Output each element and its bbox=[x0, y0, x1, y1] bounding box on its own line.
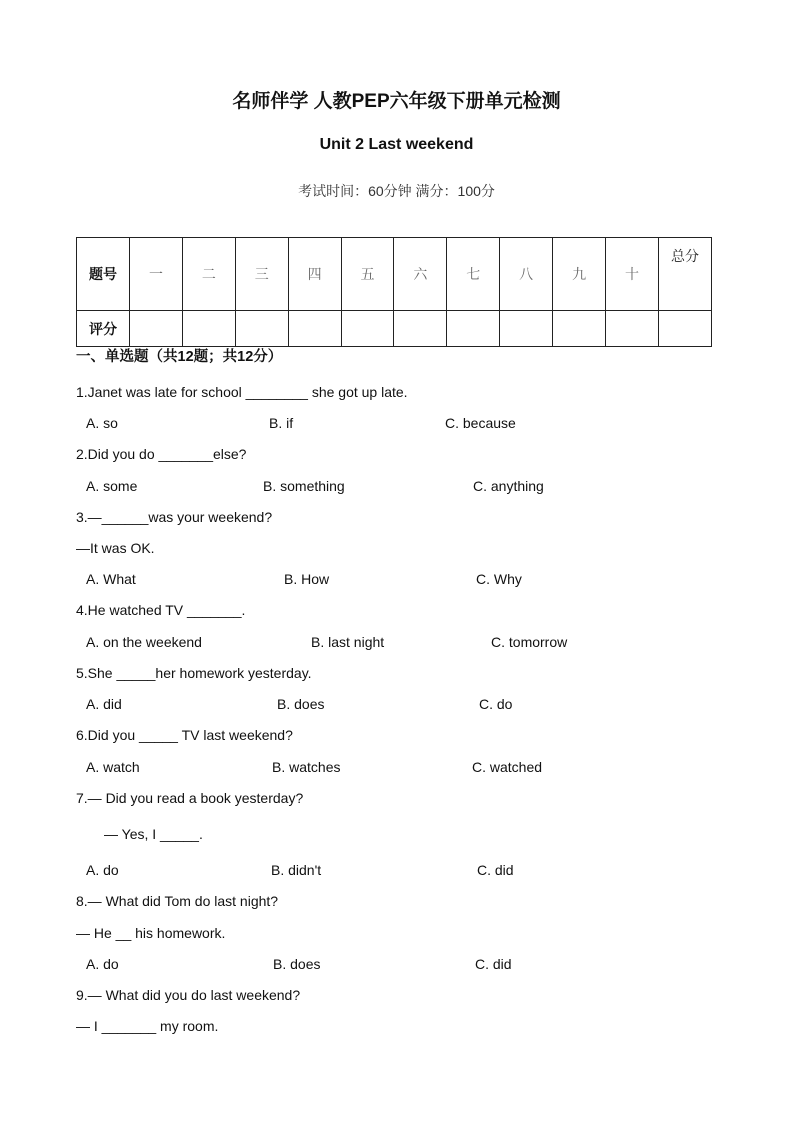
q6-option-a: A. watch bbox=[86, 759, 140, 775]
q4-option-b: B. last night bbox=[311, 634, 385, 650]
q3-option-a: A. What bbox=[86, 571, 136, 587]
exam-info: 考试时间：60分钟 满分：100分 bbox=[298, 183, 495, 199]
question-5: 5.She _____her homework yesterday. bbox=[76, 665, 312, 681]
section-number-5: 五 bbox=[341, 238, 394, 311]
question-8: 8.— What did Tom do last night? bbox=[76, 893, 279, 909]
section-heading: 一、单选题（共12题；共12分） bbox=[76, 349, 283, 365]
q4-option-a: A. on the weekend bbox=[86, 634, 202, 650]
question-7-answer-line: — Yes, I _____. bbox=[104, 826, 203, 842]
question-4: 4.He watched TV _______. bbox=[76, 602, 246, 618]
q8-option-c: C. did bbox=[475, 956, 512, 972]
section-number-10: 十 bbox=[606, 238, 659, 311]
score-table-header-row bbox=[77, 238, 712, 311]
page-title: 名师伴学 人教PEP六年级下册单元检测 bbox=[232, 91, 561, 112]
question-6: 6.Did you _____ TV last weekend? bbox=[76, 727, 293, 743]
section-number-8: 八 bbox=[500, 238, 553, 311]
question-1: 1.Janet was late for school ________ she got up late. bbox=[76, 384, 408, 400]
total-score-label: 总分 bbox=[659, 238, 712, 311]
score-cell bbox=[182, 311, 235, 347]
q2-option-b: B. something bbox=[263, 478, 345, 494]
question-7: 7.— Did you read a book yesterday? bbox=[76, 790, 304, 806]
question-2: 2.Did you do _______else? bbox=[76, 446, 247, 462]
score-cell bbox=[606, 311, 659, 347]
q1-option-c: C. because bbox=[445, 415, 516, 431]
section-number-7: 七 bbox=[447, 238, 500, 311]
score-label: 评分 bbox=[77, 311, 130, 347]
q3-option-c: C. Why bbox=[476, 571, 522, 587]
q4-option-c: C. tomorrow bbox=[491, 634, 568, 650]
score-cell bbox=[341, 311, 394, 347]
q5-option-a: A. did bbox=[86, 696, 122, 712]
question-number-label: 题号 bbox=[77, 238, 130, 311]
question-3-answer-line: —It was OK. bbox=[76, 540, 155, 556]
q1-option-a: A. so bbox=[86, 415, 118, 431]
q5-option-c: C. do bbox=[479, 696, 513, 712]
section-number-9: 九 bbox=[553, 238, 606, 311]
q8-option-a: A. do bbox=[86, 956, 119, 972]
score-cell bbox=[288, 311, 341, 347]
q2-option-a: A. some bbox=[86, 478, 138, 494]
question-9: 9.— What did you do last weekend? bbox=[76, 987, 301, 1003]
q7-option-c: C. did bbox=[477, 862, 514, 878]
q6-option-b: B. watches bbox=[272, 759, 341, 775]
section-number-4: 四 bbox=[288, 238, 341, 311]
score-cell bbox=[235, 311, 288, 347]
section-number-6: 六 bbox=[394, 238, 447, 311]
section-number-1: 一 bbox=[130, 238, 183, 311]
question-9-answer-line: — I _______ my room. bbox=[76, 1018, 219, 1034]
q3-option-b: B. How bbox=[284, 571, 330, 587]
score-table bbox=[76, 237, 712, 347]
score-cell bbox=[394, 311, 447, 347]
score-cell bbox=[130, 311, 183, 347]
section-number-2: 二 bbox=[182, 238, 235, 311]
score-cell bbox=[447, 311, 500, 347]
unit-subtitle: Unit 2 Last weekend bbox=[319, 136, 474, 153]
total-score-cell bbox=[659, 311, 712, 347]
q7-option-b: B. didn't bbox=[271, 862, 322, 878]
score-cell bbox=[553, 311, 606, 347]
question-3: 3.—______was your weekend? bbox=[76, 509, 273, 525]
section-number-3: 三 bbox=[235, 238, 288, 311]
q1-option-b: B. if bbox=[269, 415, 294, 431]
q6-option-c: C. watched bbox=[472, 759, 543, 775]
q2-option-c: C. anything bbox=[473, 478, 544, 494]
q7-option-a: A. do bbox=[86, 862, 119, 878]
q5-option-b: B. does bbox=[277, 696, 325, 712]
q8-option-b: B. does bbox=[273, 956, 321, 972]
question-8-answer-line: — He __ his homework. bbox=[76, 925, 226, 941]
score-table-score-row bbox=[77, 311, 712, 347]
score-cell bbox=[500, 311, 553, 347]
